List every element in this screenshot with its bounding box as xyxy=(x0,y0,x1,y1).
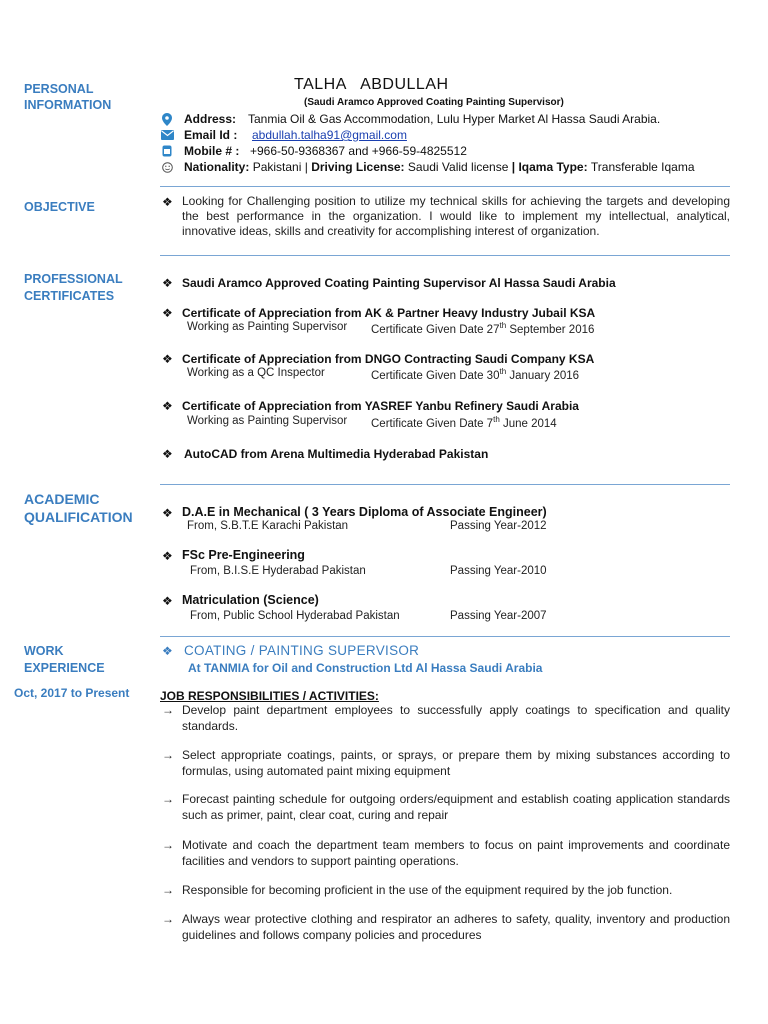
academic-institute: From, B.I.S.E Hyderabad Pakistan xyxy=(190,565,366,577)
candidate-name: TALHA ABDULLAH xyxy=(294,76,449,93)
email-row xyxy=(160,127,407,143)
responsibilities-heading: JOB RESPONSIBILITIES / ACTIVITIES: xyxy=(160,689,379,703)
job-title: COATING / PAINTING SUPERVISOR xyxy=(184,643,420,658)
smiley-icon xyxy=(160,160,174,174)
academic-institute: From, Public School Hyderabad Pakistan xyxy=(190,610,400,622)
objective-text: Looking for Challenging position to utilize my technical skills for achieving the targets and developing the best performance in the organization. I would like to implement my intellectual, analytical, innovative ideas, skills and creativity for accomplishing interest of organization. xyxy=(182,194,730,238)
cert-bullet: ❖ xyxy=(162,352,173,366)
arrow-icon: → xyxy=(162,912,174,926)
arrow-icon: → xyxy=(162,838,174,852)
responsibility-item: Motivate and coach the department team members to focus on paint improvements and coordinate facilities and vendors to support painting operations. xyxy=(182,838,730,868)
mobile-label: Mobile # : xyxy=(184,144,240,158)
academic-title: Matriculation (Science) xyxy=(182,593,319,607)
cert-title: Certificate of Appreciation from YASREF Yanbu Refinery Saudi Arabia xyxy=(182,399,579,413)
cert-date: Certificate Given Date 27th September 2016 xyxy=(371,321,595,336)
responsibility-item: Select appropriate coatings, paints, or sprays, or prepare them by mixing substances according to formulas, using automated paint mixing equipment xyxy=(182,748,730,778)
section-title-academic-qualification: ACADEMIC QUALIFICATION xyxy=(24,491,133,525)
divider-certificates xyxy=(160,484,730,485)
arrow-icon: → xyxy=(162,703,174,717)
mobile-value: +966-50-9368367 and +966-59-4825512 xyxy=(250,144,467,158)
nationality-label: Nationality: xyxy=(184,160,250,174)
cert-role: Working as Painting Supervisor xyxy=(187,321,348,333)
envelope-icon xyxy=(160,128,174,142)
address-row xyxy=(160,111,660,127)
responsibility-item: Responsible for becoming proficient in the use of the equipment required by the job function. xyxy=(182,883,673,897)
arrow-icon: → xyxy=(162,748,174,762)
iqama-value: Transferable Iqama xyxy=(590,160,695,174)
candidate-subtitle: (Saudi Aramco Approved Coating Painting Supervisor) xyxy=(304,97,564,108)
email-label: Email Id : xyxy=(184,128,238,142)
responsibility-item: Forecast painting schedule for outgoing orders/equipment and establish coating application standards such as primer, paint, clear coat, curing and repair xyxy=(182,792,730,822)
license-label: Driving License: xyxy=(311,160,405,174)
license-value: Saudi Valid license xyxy=(407,160,509,174)
academic-title: FSc Pre-Engineering xyxy=(182,548,305,562)
academic-bullet: ❖ xyxy=(162,549,173,563)
email-link[interactable]: abdullah.talha91@gmail.com xyxy=(252,128,407,142)
academic-institute: From, S.B.T.E Karachi Pakistan xyxy=(187,520,349,532)
cert-bullet: ❖ xyxy=(162,447,173,461)
divider-academic xyxy=(160,636,730,637)
work-bullet: ❖ xyxy=(162,644,173,658)
cert-title: Certificate of Appreciation from AK & Partner Heavy Industry Jubail KSA xyxy=(182,306,596,320)
cert-title: Saudi Aramco Approved Coating Painting Supervisor Al Hassa Saudi Arabia xyxy=(182,276,616,290)
cert-role: Working as a QC Inspector xyxy=(187,367,325,379)
mobile-row xyxy=(160,143,467,159)
academic-title: D.A.E in Mechanical ( 3 Years Diploma of Associate Engineer) xyxy=(182,505,547,519)
nationality-row xyxy=(160,159,695,175)
location-pin-icon xyxy=(160,112,174,126)
arrow-icon: → xyxy=(162,792,174,806)
academic-bullet: ❖ xyxy=(162,506,173,520)
cert-date: Certificate Given Date 30th January 2016 xyxy=(371,367,580,382)
academic-year: Passing Year-2010 xyxy=(450,565,547,577)
cert-date: Certificate Given Date 7th June 2014 xyxy=(371,415,557,430)
section-title-professional-certificates: PROFESSIONAL CERTIFICATES xyxy=(24,272,123,303)
job-company: At TANMIA for Oil and Construction Ltd Al Hassa Saudi Arabia xyxy=(188,661,543,675)
academic-year: Passing Year-2007 xyxy=(450,610,547,622)
iqama-label: | Iqama Type: xyxy=(511,160,588,174)
address-label: Address: xyxy=(184,112,237,126)
cert-role: Working as Painting Supervisor xyxy=(187,415,348,427)
arrow-icon: → xyxy=(162,883,174,897)
cert-bullet: ❖ xyxy=(162,276,173,290)
responsibility-item: Always wear protective clothing and respirator an adheres to safety, quality, inventory and production guidelines and follows company policies and procedures xyxy=(182,912,730,942)
cert-title: Certificate of Appreciation from DNGO Contracting Saudi Company KSA xyxy=(182,352,595,366)
divider-objective xyxy=(160,255,730,256)
nationality-value: Pakistani | xyxy=(252,160,308,174)
work-date-range: Oct, 2017 to Present xyxy=(14,686,130,700)
academic-bullet: ❖ xyxy=(162,594,173,608)
address-value: Tanmia Oil & Gas Accommodation, Lulu Hyper Market Al Hassa Saudi Arabia. xyxy=(248,112,661,126)
section-title-objective: OBJECTIVE xyxy=(24,200,95,214)
phone-icon xyxy=(160,144,174,158)
academic-year: Passing Year-2012 xyxy=(450,520,547,532)
divider-personal xyxy=(160,186,730,187)
cert-bullet: ❖ xyxy=(162,399,173,413)
cert-bullet: ❖ xyxy=(162,306,173,320)
responsibility-item: Develop paint department employees to successfully apply coatings to specification and quality standards. xyxy=(182,703,730,733)
cert-title: AutoCAD from Arena Multimedia Hyderabad Pakistan xyxy=(184,447,489,461)
section-title-work-experience: WORK EXPERIENCE xyxy=(24,644,105,675)
objective-bullet: ❖ xyxy=(162,195,173,209)
section-title-personal-information: PERSONAL INFORMATION xyxy=(24,82,112,112)
